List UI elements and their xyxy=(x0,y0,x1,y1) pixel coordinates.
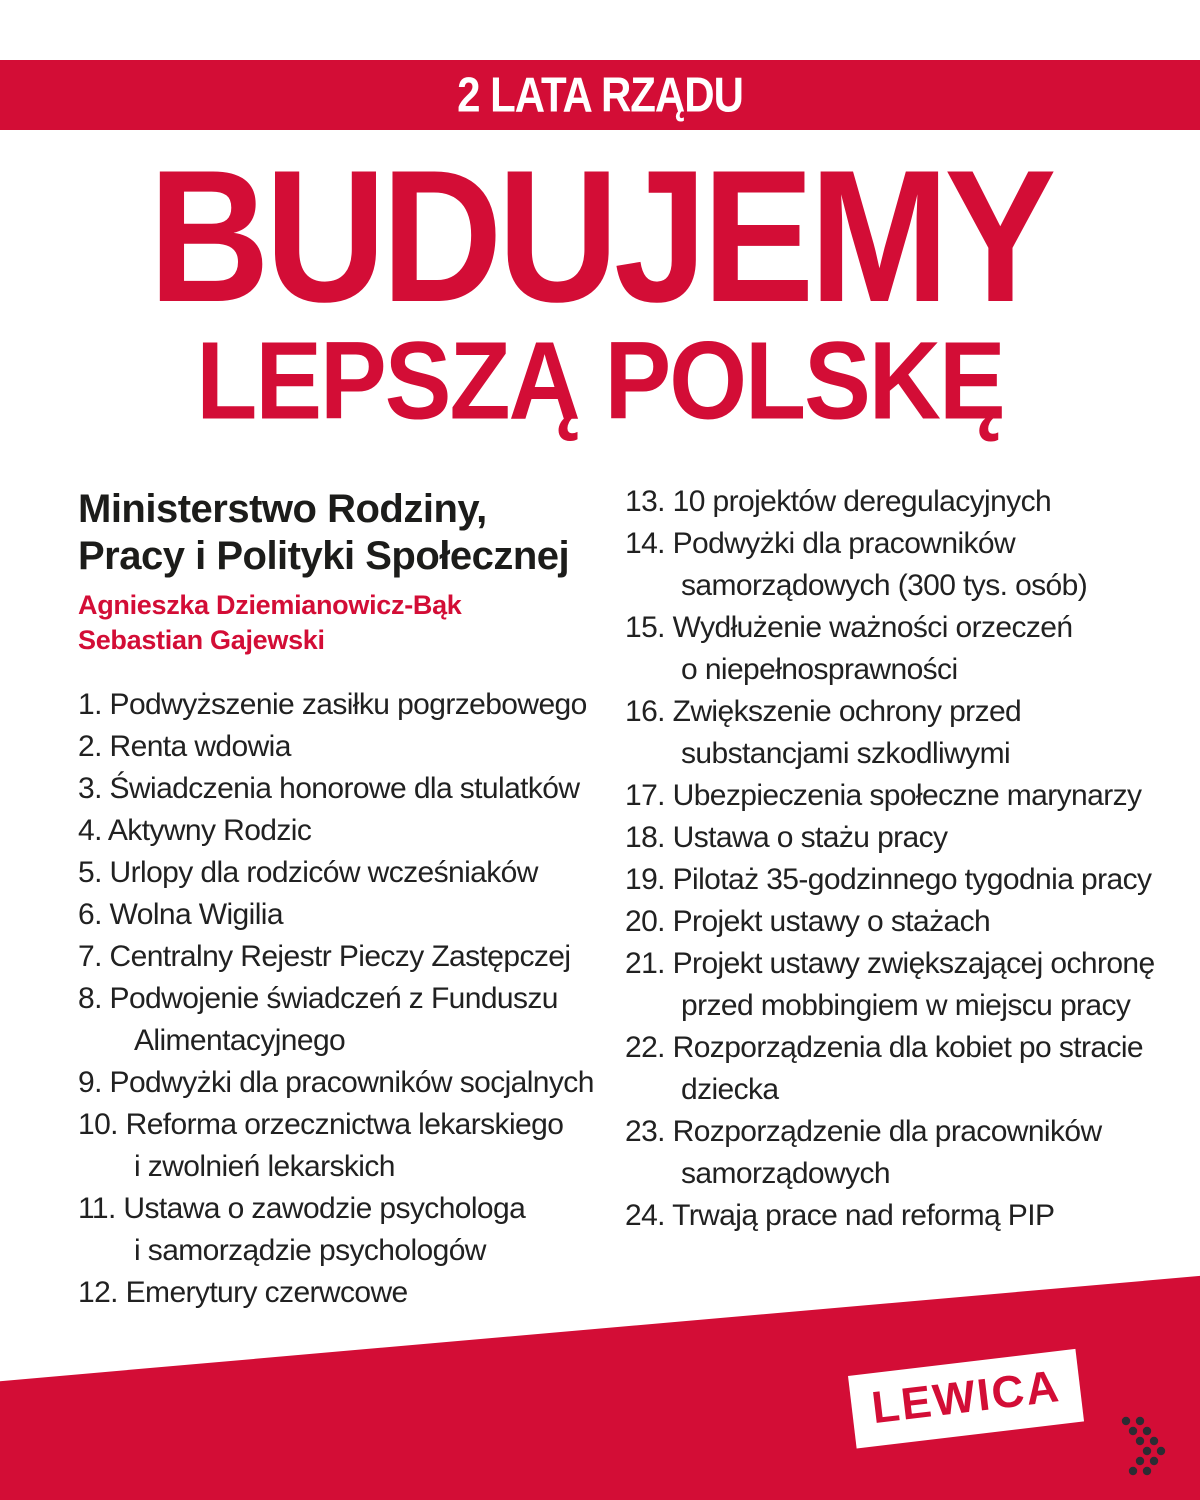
list-item-continuation: dziecka xyxy=(681,1073,779,1106)
list-item-line: 6. Wolna Wigilia xyxy=(78,898,283,931)
list-item xyxy=(625,607,1190,691)
list-item xyxy=(625,523,1190,607)
list-item xyxy=(625,691,1190,775)
list-item-line: 24. Trwają prace nad reformą PIP xyxy=(625,1199,1055,1232)
list-item-line: 10. Reforma orzecznictwa lekarskiego xyxy=(78,1108,564,1141)
list-item xyxy=(78,1062,623,1104)
list-item xyxy=(625,775,1190,817)
list-item-line: 15. Wydłużenie ważności orzeczeń xyxy=(625,611,1073,644)
list-item xyxy=(78,852,623,894)
list-item xyxy=(625,1195,1190,1237)
list-item-line: 20. Projekt ustawy o stażach xyxy=(625,905,991,938)
banner-label: 2 LATA RZĄDU xyxy=(457,66,743,123)
ministry-heading-line-2: Pracy i Polityki Społecznej xyxy=(78,534,570,578)
list-item xyxy=(625,859,1190,901)
list-item xyxy=(78,1104,623,1188)
list-item-line: 21. Projekt ustawy zwiększającej ochronę xyxy=(625,947,1155,980)
list-item-line: 2. Renta wdowia xyxy=(78,730,291,763)
list-item xyxy=(78,1272,623,1314)
list-item-continuation: i samorządzie psychologów xyxy=(134,1234,486,1267)
list-item-line: 5. Urlopy dla rodziców wcześniaków xyxy=(78,856,538,889)
list-item xyxy=(78,810,623,852)
top-banner xyxy=(0,60,1200,130)
left-column xyxy=(78,486,623,1314)
list-item xyxy=(78,1188,623,1272)
ministry-heading xyxy=(78,486,623,580)
list-item xyxy=(78,978,623,1062)
list-item-line: 1. Podwyższenie zasiłku pogrzebowego xyxy=(78,688,587,721)
list-item xyxy=(78,684,623,726)
list-item xyxy=(625,1027,1190,1111)
list-item-continuation: i zwolnień lekarskich xyxy=(134,1150,395,1183)
list-item-line: 18. Ustawa o stażu pracy xyxy=(625,821,948,854)
list-item-continuation: Alimentacyjnego xyxy=(134,1024,346,1057)
list-item-continuation: substancjami szkodliwymi xyxy=(681,737,1011,770)
list-item-line: 4. Aktywny Rodzic xyxy=(78,814,312,847)
list-item-line: 9. Podwyżki dla pracowników socjalnych xyxy=(78,1066,594,1099)
list-item-line: 11. Ustawa o zawodzie psychologa xyxy=(78,1192,526,1225)
dotted-chevron-right-icon xyxy=(1116,1414,1178,1480)
list-item xyxy=(78,768,623,810)
list-item-line: 12. Emerytury czerwcowe xyxy=(78,1276,408,1309)
right-column xyxy=(625,481,1190,1237)
list-item-line: 14. Podwyżki dla pracowników xyxy=(625,527,1016,560)
list-item xyxy=(625,901,1190,943)
list-item-continuation: przed mobbingiem w miejscu pracy xyxy=(681,989,1131,1022)
list-item-line: 23. Rozporządzenie dla pracowników xyxy=(625,1115,1102,1148)
list-item-line: 7. Centralny Rejestr Pieczy Zastępczej xyxy=(78,940,571,973)
list-item-line: 3. Świadczenia honorowe dla stulatków xyxy=(78,772,580,805)
list-item-continuation: samorządowych xyxy=(681,1157,890,1190)
achievements-list-right xyxy=(625,481,1190,1237)
list-item xyxy=(78,726,623,768)
list-item-continuation: o niepełnosprawności xyxy=(681,653,958,686)
list-item-continuation: samorządowych (300 tys. osób) xyxy=(681,569,1088,602)
list-item xyxy=(625,1111,1190,1195)
list-item-line: 8. Podwojenie świadczeń z Funduszu xyxy=(78,982,558,1015)
list-item xyxy=(78,936,623,978)
list-item xyxy=(625,943,1190,1027)
main-title-line-1: BUDUJEMY xyxy=(148,130,1052,342)
list-item-line: 16. Zwiększenie ochrony przed xyxy=(625,695,1022,728)
list-item-line: 22. Rozporządzenia dla kobiet po stracie xyxy=(625,1031,1143,1064)
list-item xyxy=(625,817,1190,859)
main-title-line-2: LEPSZĄ POLSKĘ xyxy=(196,319,1004,443)
achievements-list-left xyxy=(78,684,623,1314)
lewica-logo-label: LEWICA xyxy=(868,1360,1064,1434)
ministry-heading-line-1: Ministerstwo Rodziny, xyxy=(78,487,487,531)
list-item-line: 19. Pilotaż 35-godzinnego tygodnia pracy xyxy=(625,863,1152,896)
list-item-line: 13. 10 projektów deregulacyjnych xyxy=(625,485,1052,518)
minister-name: Agnieszka Dziemianowicz-Bąk xyxy=(78,590,462,620)
list-item xyxy=(78,894,623,936)
minister-name: Sebastian Gajewski xyxy=(78,625,325,655)
list-item xyxy=(625,481,1190,523)
list-item-line: 17. Ubezpieczenia społeczne marynarzy xyxy=(625,779,1142,812)
ministers-names xyxy=(78,588,623,658)
